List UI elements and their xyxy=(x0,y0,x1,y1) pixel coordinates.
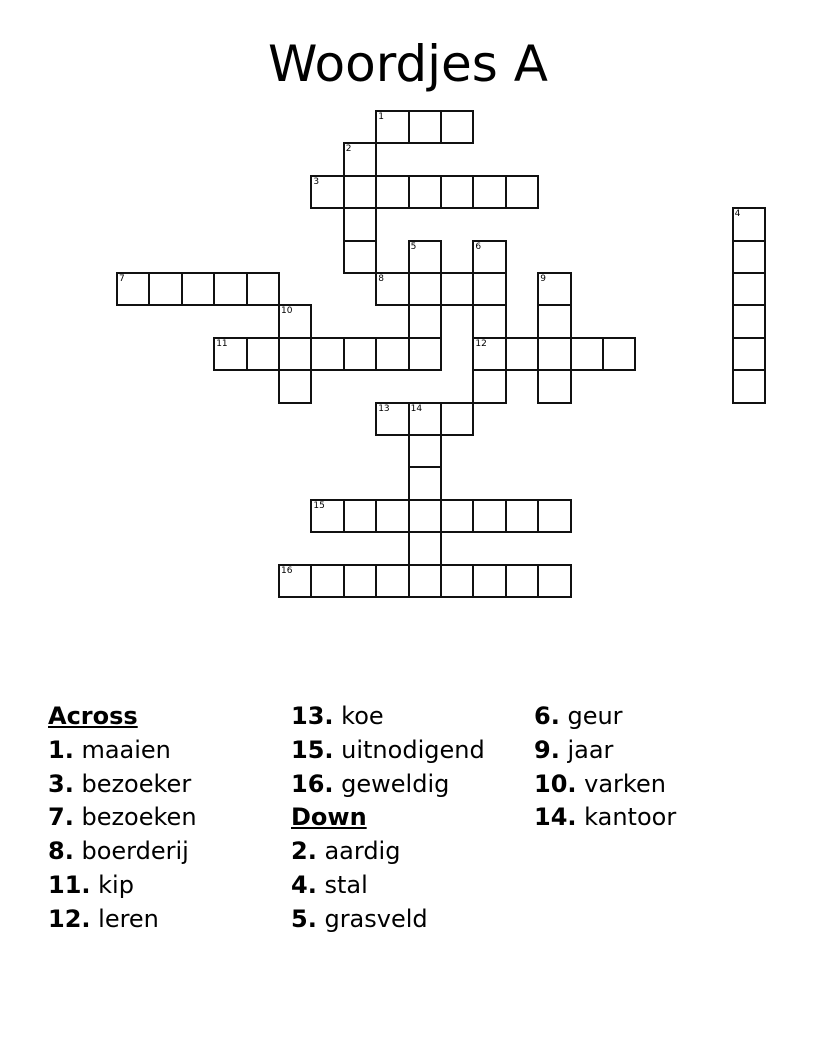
grid-cell[interactable] xyxy=(440,175,474,209)
grid-cell[interactable] xyxy=(408,240,442,274)
grid-cell[interactable] xyxy=(602,337,636,371)
grid-cell[interactable] xyxy=(537,337,571,371)
grid-cell[interactable] xyxy=(310,564,344,598)
grid-cell[interactable] xyxy=(732,207,766,241)
grid-cell[interactable] xyxy=(505,337,539,371)
grid-cell[interactable] xyxy=(505,564,539,598)
clue-text: koe xyxy=(333,702,384,730)
clue-text: geweldig xyxy=(333,769,450,798)
grid-cell[interactable] xyxy=(537,272,571,306)
clue-number: 7 xyxy=(119,274,125,284)
clue-number: 13 xyxy=(378,403,390,414)
clue-num: 6. xyxy=(534,702,560,730)
grid-cell[interactable] xyxy=(408,175,442,209)
clue-item xyxy=(291,869,485,903)
grid-cell[interactable] xyxy=(310,337,344,371)
clue-number: 5 xyxy=(410,241,417,252)
clue-num: 10. xyxy=(534,769,577,798)
grid-cell[interactable] xyxy=(408,304,442,338)
grid-cell[interactable] xyxy=(408,564,442,598)
clue-num: 2. xyxy=(291,837,317,866)
clue-item xyxy=(291,903,485,937)
clue-item xyxy=(291,700,485,734)
page-title: Woordjes A xyxy=(268,35,548,93)
clue-text: jaar xyxy=(559,735,614,764)
clue-num: 15. xyxy=(291,735,334,764)
clue-item xyxy=(48,869,197,903)
clue-number: 6 xyxy=(475,241,482,252)
clue-num: 3. xyxy=(48,769,74,798)
grid-cell[interactable] xyxy=(440,564,474,598)
clues-section xyxy=(0,700,816,1000)
clue-text: geur xyxy=(559,702,623,730)
across-heading: Across xyxy=(48,702,138,730)
grid-cell[interactable] xyxy=(472,369,506,403)
clue-text: aardig xyxy=(316,837,401,866)
grid-cell[interactable] xyxy=(213,337,247,371)
grid-cell[interactable] xyxy=(343,175,377,209)
clue-text: stal xyxy=(316,870,368,899)
clue-number: 2 xyxy=(345,144,352,155)
clue-num: 12. xyxy=(48,904,91,933)
grid-cell[interactable] xyxy=(408,499,442,533)
clue-text: uitnodigend xyxy=(333,735,485,764)
grid-cell[interactable] xyxy=(505,499,539,533)
clue-text: varken xyxy=(576,769,666,798)
clue-text: bezoeker xyxy=(73,769,192,798)
grid-cell[interactable] xyxy=(213,272,247,306)
clue-item xyxy=(48,768,197,802)
grid-cell[interactable] xyxy=(343,240,377,274)
clue-number: 9 xyxy=(540,274,546,284)
grid-cell[interactable] xyxy=(343,499,377,533)
clue-text: maaien xyxy=(73,735,171,764)
grid-cell[interactable] xyxy=(408,531,442,565)
clue-item xyxy=(48,835,197,869)
grid-cell[interactable] xyxy=(310,175,344,209)
grid-cell[interactable] xyxy=(472,499,506,533)
clue-text: kip xyxy=(90,870,134,899)
grid-cell[interactable] xyxy=(537,369,571,403)
grid-cell[interactable] xyxy=(472,564,506,598)
clue-number: 16 xyxy=(281,565,293,576)
grid-cell[interactable] xyxy=(181,272,215,306)
grid-cell[interactable] xyxy=(375,175,409,209)
grid-cell[interactable] xyxy=(343,564,377,598)
clue-text: grasveld xyxy=(316,904,428,933)
grid-cell[interactable] xyxy=(278,564,312,598)
grid-cell[interactable] xyxy=(375,499,409,533)
down-heading: Down xyxy=(291,803,367,832)
grid-cell[interactable] xyxy=(148,272,182,306)
clue-number: 3 xyxy=(313,176,320,187)
grid-cell[interactable] xyxy=(472,175,506,209)
grid-cell[interactable] xyxy=(472,337,506,371)
grid-cell[interactable] xyxy=(408,337,442,371)
clue-number: 12 xyxy=(475,338,487,349)
clue-num: 11. xyxy=(48,870,91,899)
clue-num: 4. xyxy=(291,870,317,899)
clue-item xyxy=(48,734,197,768)
grid-cell[interactable] xyxy=(310,499,344,533)
clue-column-3 xyxy=(534,700,676,835)
grid-cell[interactable] xyxy=(537,304,571,338)
clue-item xyxy=(534,700,676,734)
grid-cell[interactable] xyxy=(343,337,377,371)
clue-item xyxy=(48,801,197,835)
grid-cell[interactable] xyxy=(278,304,312,338)
grid-cell[interactable] xyxy=(472,240,506,274)
grid-cell[interactable] xyxy=(732,272,766,306)
grid-cell[interactable] xyxy=(116,272,150,306)
clue-num: 1. xyxy=(48,735,74,764)
clue-item xyxy=(48,903,197,937)
clue-item xyxy=(534,801,676,835)
grid-cell[interactable] xyxy=(246,337,280,371)
grid-cell[interactable] xyxy=(408,272,442,306)
clue-number: 8 xyxy=(378,274,384,284)
clue-num: 14. xyxy=(534,803,577,832)
grid-cell[interactable] xyxy=(375,110,409,144)
clue-item xyxy=(534,768,676,802)
clue-num: 9. xyxy=(534,735,560,764)
grid-cell[interactable] xyxy=(732,304,766,338)
clue-num: 16. xyxy=(291,769,334,798)
grid-cell[interactable] xyxy=(732,369,766,403)
grid-cell[interactable] xyxy=(246,272,280,306)
clue-num: 13. xyxy=(291,702,334,730)
grid-cell[interactable] xyxy=(537,499,571,533)
grid-cell[interactable] xyxy=(408,110,442,144)
clue-item xyxy=(291,768,485,802)
clue-item xyxy=(534,734,676,768)
grid-cell[interactable] xyxy=(505,175,539,209)
grid-cell[interactable] xyxy=(732,240,766,274)
grid-cell[interactable] xyxy=(375,272,409,306)
grid-cell[interactable] xyxy=(472,304,506,338)
grid-cell[interactable] xyxy=(570,337,604,371)
clue-text: leren xyxy=(90,904,159,933)
grid-cell[interactable] xyxy=(343,207,377,241)
clue-number: 14 xyxy=(410,403,423,414)
clue-column-1 xyxy=(48,700,197,937)
clue-number: 15 xyxy=(313,500,325,511)
grid-cell[interactable] xyxy=(408,466,442,500)
grid-cell[interactable] xyxy=(408,434,442,468)
grid-cell[interactable] xyxy=(440,402,474,436)
grid-cell[interactable] xyxy=(732,337,766,371)
clue-item xyxy=(291,835,485,869)
grid-cell[interactable] xyxy=(440,110,474,144)
clue-number: 4 xyxy=(734,209,741,220)
clue-text: kantoor xyxy=(576,803,677,832)
grid-cell[interactable] xyxy=(440,272,474,306)
clue-number: 10 xyxy=(281,306,293,317)
grid-cell[interactable] xyxy=(375,564,409,598)
clue-num: 5. xyxy=(291,904,317,933)
clue-column-2 xyxy=(291,700,485,937)
clue-text: bezoeken xyxy=(73,803,197,832)
clue-text: boerderij xyxy=(73,837,189,866)
clue-number: 11 xyxy=(216,338,228,349)
clue-num: 7. xyxy=(48,803,74,832)
grid-cell[interactable] xyxy=(472,272,506,306)
clue-item xyxy=(291,734,485,768)
grid-cell[interactable] xyxy=(408,402,442,436)
clue-num: 8. xyxy=(48,837,74,866)
grid-cell[interactable] xyxy=(440,499,474,533)
grid-cell[interactable] xyxy=(343,142,377,176)
grid-cell[interactable] xyxy=(375,402,409,436)
clue-number: 1 xyxy=(378,112,384,122)
grid-cell[interactable] xyxy=(278,369,312,403)
grid-cell[interactable] xyxy=(375,337,409,371)
grid-cell[interactable] xyxy=(537,564,571,598)
grid-cell[interactable] xyxy=(278,337,312,371)
